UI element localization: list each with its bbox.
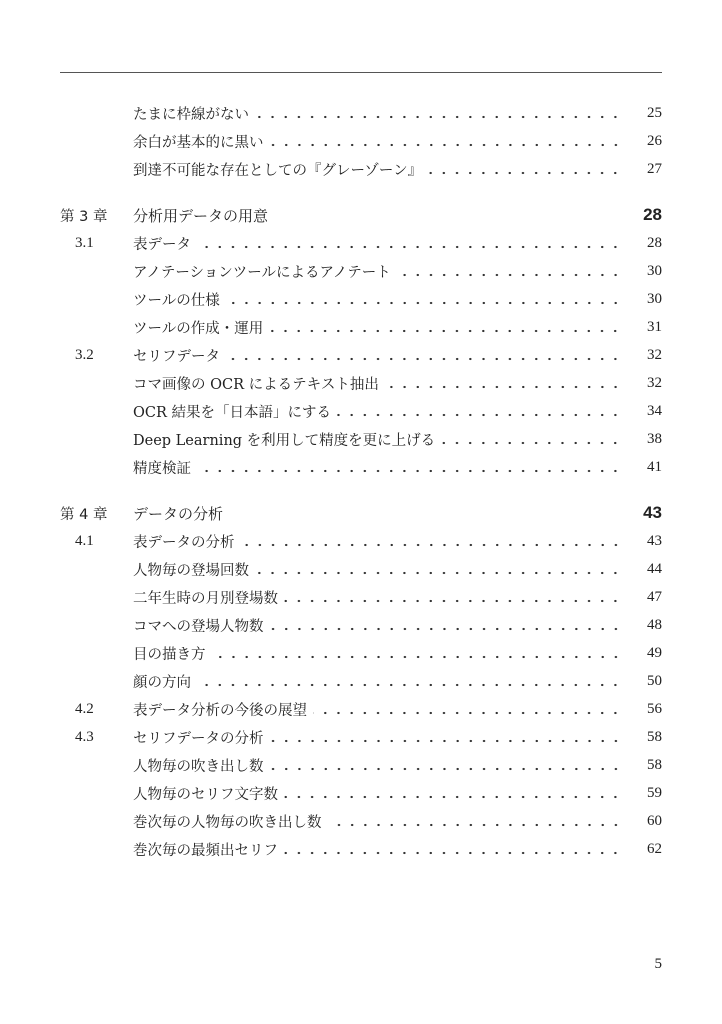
entry-number: 3.1 bbox=[75, 234, 94, 251]
dot-leader bbox=[284, 599, 622, 603]
entry-title: OCR 結果を「日本語」にする bbox=[133, 404, 332, 421]
entry-title-wrap bbox=[133, 233, 622, 254]
entry-title-wrap bbox=[133, 289, 622, 310]
dot-leader bbox=[284, 795, 622, 799]
entry-title-wrap bbox=[133, 531, 622, 552]
entry-title: 人物毎のセリフ文字数 bbox=[133, 786, 278, 803]
toc-entry[interactable] bbox=[60, 229, 662, 257]
entry-title: 表データ分析の今後の展望 bbox=[133, 702, 307, 719]
entry-title: セリフデータ bbox=[133, 348, 220, 365]
entry-page: 43 bbox=[647, 532, 662, 549]
dot-leader bbox=[428, 171, 622, 175]
entry-title-wrap bbox=[133, 615, 622, 636]
dot-leader bbox=[385, 385, 622, 389]
entry-title-wrap bbox=[133, 559, 622, 580]
entry-page: 34 bbox=[647, 402, 662, 419]
entry-title-wrap bbox=[133, 643, 622, 664]
entry-page: 43 bbox=[643, 503, 662, 522]
toc-entry[interactable] bbox=[60, 611, 662, 639]
entry-page: 58 bbox=[647, 756, 662, 773]
dot-leader bbox=[255, 571, 622, 575]
entry-page: 56 bbox=[647, 700, 662, 717]
entry-page: 30 bbox=[647, 290, 662, 307]
toc-entry[interactable] bbox=[60, 583, 662, 611]
entry-page: 44 bbox=[647, 560, 662, 577]
entry-title: ツールの作成・運用 bbox=[133, 320, 264, 337]
toc-entry[interactable] bbox=[60, 397, 662, 425]
entry-number: 第 3 章 bbox=[60, 208, 108, 225]
toc-entry[interactable] bbox=[60, 723, 662, 751]
toc-entry[interactable] bbox=[60, 751, 662, 779]
entry-page: 26 bbox=[647, 132, 662, 149]
entry-title-wrap bbox=[133, 727, 622, 748]
entry-title-wrap bbox=[133, 205, 622, 226]
entry-number: 4.1 bbox=[75, 532, 94, 549]
toc-entry[interactable] bbox=[60, 835, 662, 863]
dot-leader bbox=[255, 115, 622, 119]
entry-title: 二年生時の月別登場数 bbox=[133, 590, 278, 607]
toc-entry[interactable] bbox=[60, 453, 662, 481]
entry-page: 28 bbox=[643, 205, 662, 224]
entry-number: 第 4 章 bbox=[60, 506, 108, 523]
entry-title-wrap bbox=[133, 811, 622, 832]
dot-leader bbox=[241, 543, 623, 547]
entry-page: 62 bbox=[647, 840, 662, 857]
toc-entry[interactable] bbox=[60, 527, 662, 555]
entry-title: 精度検証 bbox=[133, 460, 191, 477]
entry-title: 人物毎の吹き出し数 bbox=[133, 758, 264, 775]
dot-leader bbox=[270, 143, 623, 147]
toc-entry[interactable] bbox=[60, 313, 662, 341]
entry-title: Deep Learning を利用して精度を更に上げる bbox=[133, 432, 436, 449]
entry-page: 41 bbox=[647, 458, 662, 475]
entry-page: 32 bbox=[647, 346, 662, 363]
entry-page: 28 bbox=[647, 234, 662, 251]
entry-title-wrap bbox=[133, 131, 622, 152]
entry-page: 60 bbox=[647, 812, 662, 829]
entry-title: 巻次毎の最頻出セリフ bbox=[133, 842, 278, 859]
dot-leader bbox=[197, 245, 622, 249]
entry-title: 到達不可能な存在としての『グレーゾーン』 bbox=[133, 162, 423, 179]
entry-page: 49 bbox=[647, 644, 662, 661]
entry-title-wrap bbox=[133, 159, 622, 180]
toc-entry[interactable] bbox=[60, 779, 662, 807]
entry-number: 3.2 bbox=[75, 346, 94, 363]
toc-entry[interactable] bbox=[60, 639, 662, 667]
toc-entry[interactable] bbox=[60, 285, 662, 313]
toc-entry[interactable] bbox=[60, 667, 662, 695]
entry-page: 50 bbox=[647, 672, 662, 689]
entry-title-wrap bbox=[133, 755, 622, 776]
entry-title: ツールの仕様 bbox=[133, 292, 220, 309]
entry-page: 58 bbox=[647, 728, 662, 745]
entry-title-wrap bbox=[133, 317, 622, 338]
dot-leader bbox=[212, 655, 623, 659]
entry-title: 顔の方向 bbox=[133, 674, 191, 691]
dot-leader bbox=[270, 767, 623, 771]
table-of-contents bbox=[60, 99, 662, 863]
dot-leader bbox=[397, 273, 622, 277]
entry-title: 人物毎の登場回数 bbox=[133, 562, 249, 579]
toc-entry[interactable] bbox=[60, 425, 662, 453]
entry-title-wrap bbox=[133, 503, 622, 524]
entry-title: 表データ bbox=[133, 236, 191, 253]
toc-entry[interactable] bbox=[60, 369, 662, 397]
header-rule bbox=[60, 72, 662, 73]
entry-page: 31 bbox=[647, 318, 662, 335]
toc-chapter-entry[interactable] bbox=[60, 499, 662, 527]
entry-title-wrap bbox=[133, 345, 622, 366]
entry-page: 59 bbox=[647, 784, 662, 801]
toc-entry[interactable] bbox=[60, 257, 662, 285]
entry-title-wrap bbox=[133, 699, 622, 720]
toc-entry[interactable] bbox=[60, 99, 662, 127]
dot-leader bbox=[313, 711, 622, 715]
entry-title-wrap bbox=[133, 261, 622, 282]
toc-entry[interactable] bbox=[60, 555, 662, 583]
dot-leader bbox=[226, 357, 622, 361]
toc-entry[interactable] bbox=[60, 341, 662, 369]
entry-page: 38 bbox=[647, 430, 662, 447]
entry-title-wrap bbox=[133, 783, 622, 804]
entry-title: データの分析 bbox=[133, 504, 224, 523]
dot-leader bbox=[269, 329, 622, 333]
entry-number: 4.3 bbox=[75, 728, 94, 745]
entry-number: 4.2 bbox=[75, 700, 94, 717]
dot-leader bbox=[337, 413, 622, 417]
entry-page: 25 bbox=[647, 104, 662, 121]
entry-title: 巻次毎の人物毎の吹き出し数 bbox=[133, 814, 322, 831]
entry-page: 32 bbox=[647, 374, 662, 391]
toc-entry[interactable] bbox=[60, 695, 662, 723]
entry-title: 余白が基本的に黒い bbox=[133, 134, 264, 151]
toc-entry[interactable] bbox=[60, 127, 662, 155]
entry-title: コマへの登場人物数 bbox=[133, 618, 264, 635]
dot-leader bbox=[270, 739, 623, 743]
entry-title: コマ画像の OCR によるテキスト抽出 bbox=[133, 376, 379, 393]
dot-leader bbox=[328, 823, 623, 827]
entry-title: アノテーションツールによるアノテート bbox=[133, 264, 391, 281]
dot-leader bbox=[284, 851, 622, 855]
page-number: 5 bbox=[654, 956, 662, 972]
entry-title-wrap bbox=[133, 429, 622, 450]
dot-leader bbox=[441, 441, 622, 445]
entry-title: たまに枠線がない bbox=[133, 106, 249, 123]
entry-page: 30 bbox=[647, 262, 662, 279]
entry-title: 表データの分析 bbox=[133, 534, 235, 551]
entry-page: 48 bbox=[647, 616, 662, 633]
entry-page: 27 bbox=[647, 160, 662, 177]
entry-page: 47 bbox=[647, 588, 662, 605]
entry-title: セリフデータの分析 bbox=[133, 730, 264, 747]
entry-title-wrap bbox=[133, 401, 622, 422]
entry-title: 分析用データの用意 bbox=[133, 206, 269, 225]
entry-title: 目の描き方 bbox=[133, 646, 206, 663]
toc-entry[interactable] bbox=[60, 807, 662, 835]
toc-entry[interactable] bbox=[60, 155, 662, 183]
entry-title-wrap bbox=[133, 671, 622, 692]
entry-title-wrap bbox=[133, 587, 622, 608]
toc-chapter-entry[interactable] bbox=[60, 201, 662, 229]
dot-leader bbox=[270, 627, 623, 631]
entry-title-wrap bbox=[133, 457, 622, 478]
dot-leader bbox=[197, 469, 622, 473]
dot-leader bbox=[226, 301, 622, 305]
dot-leader bbox=[197, 683, 622, 687]
entry-title-wrap bbox=[133, 103, 622, 124]
entry-title-wrap bbox=[133, 839, 622, 860]
entry-title-wrap bbox=[133, 373, 622, 394]
